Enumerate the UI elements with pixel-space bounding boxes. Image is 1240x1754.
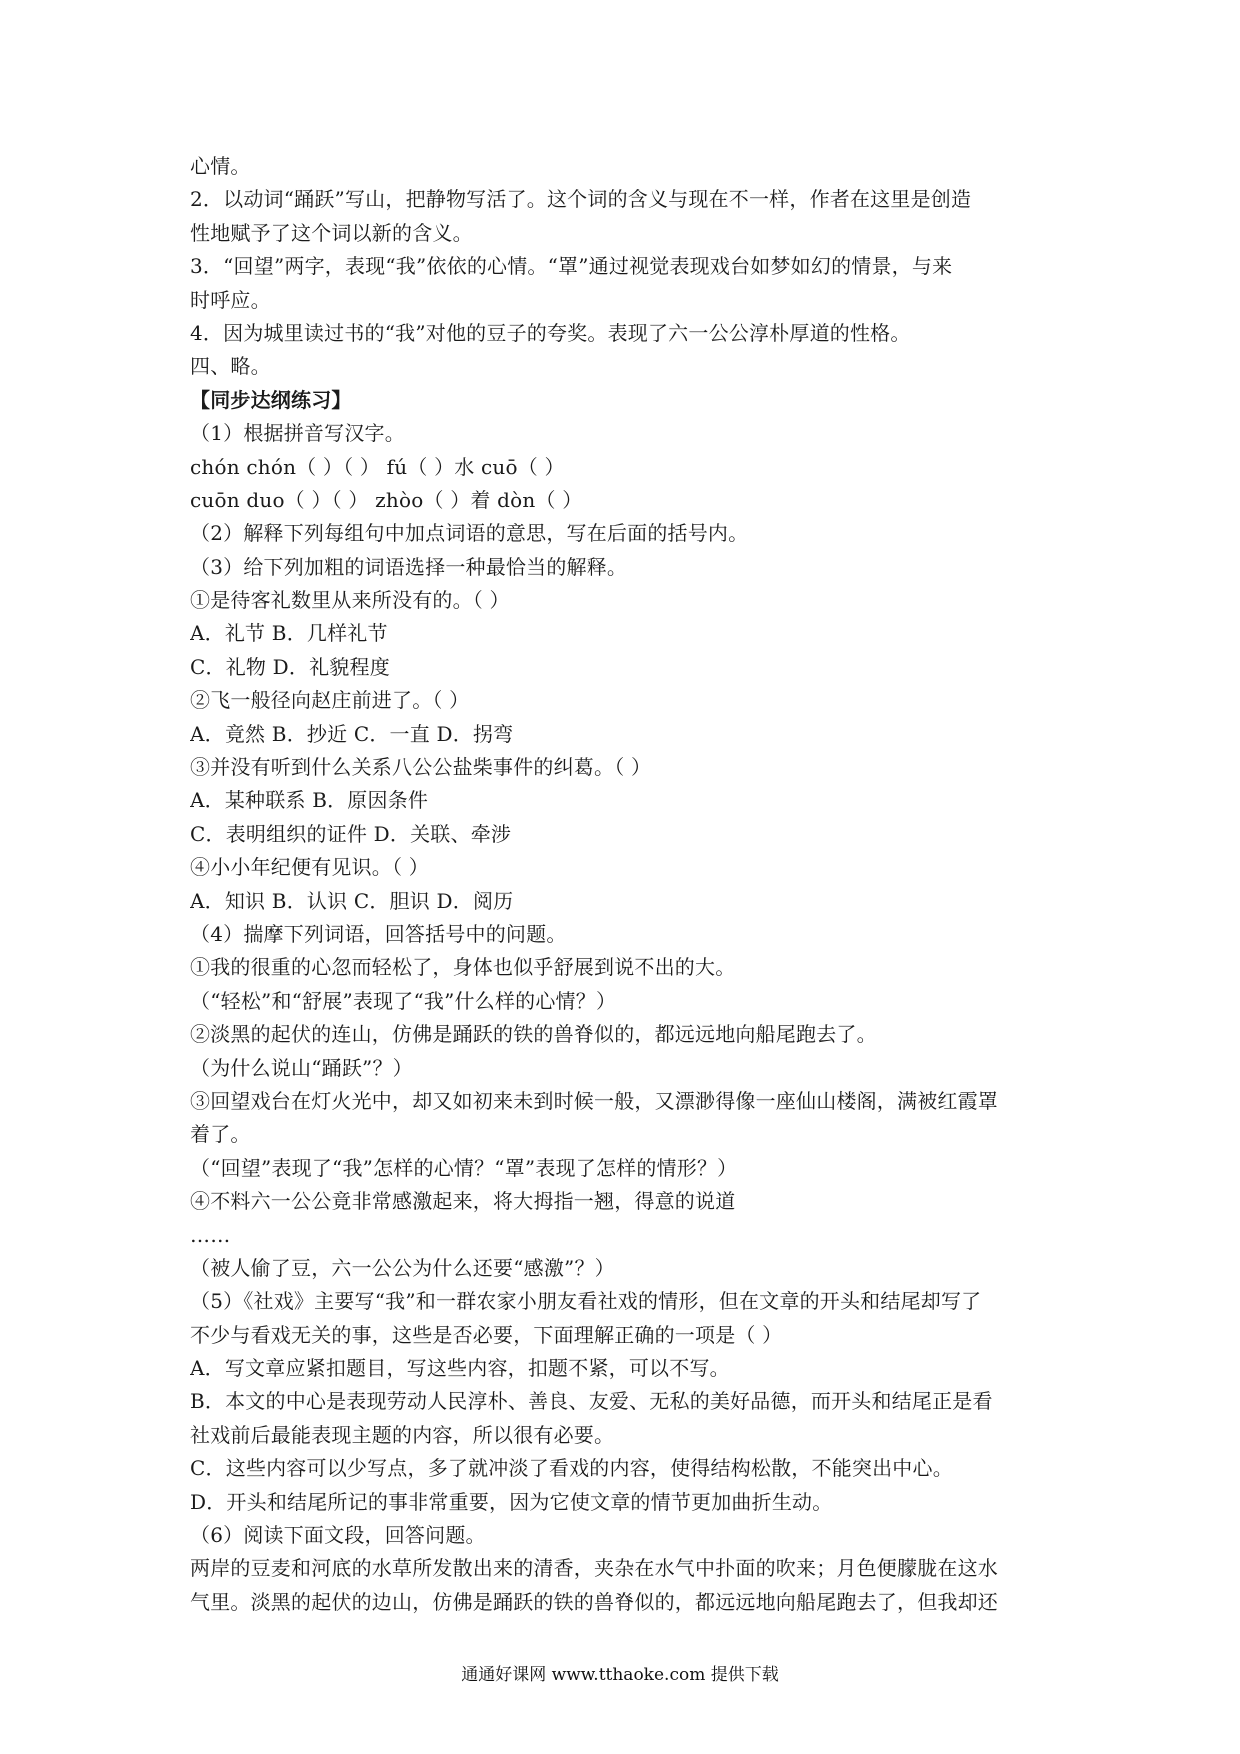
text-line: （“回望”表现了“我”怎样的心情？“罩”表现了怎样的情形？） [190,1155,738,1180]
text-line: （2）解释下列每组句中加点词语的意思，写在后面的括号内。 [190,521,749,546]
text-line: A．写文章应紧扣题目，写这些内容，扣题不紧，可以不写。 [190,1356,730,1381]
text-line: 社戏前后最能表现主题的内容，所以很有必要。 [190,1422,615,1447]
text-line: （6）阅读下面文段，回答问题。 [190,1523,486,1548]
text-line: ①我的很重的心忽而轻松了，身体也似乎舒展到说不出的大。 [190,955,736,980]
text-line: ①是待客礼数里从来所没有的。（ ） [190,588,510,613]
text-line: ②飞一般径向赵庄前进了。（ ） [190,688,470,713]
text-line: （5）《社戏》主要写“我”和一群农家小朋友看社戏的情形，但在文章的开头和结尾却写了 [190,1289,982,1314]
text-line: ②淡黑的起伏的连山，仿佛是踊跃的铁的兽脊似的，都远远地向船尾跑去了。 [190,1022,877,1047]
page-footer: 通通好课网 www.tthaoke.com 提供下载 [461,1665,779,1685]
text-line: C．这些内容可以少写点，多了就冲淡了看戏的内容，使得结构松散，不能突出中心。 [190,1456,953,1481]
text-line: （“轻松”和“舒展”表现了“我”什么样的心情？） [190,988,617,1013]
text-line: （被人偷了豆，六一公公为什么还要“感激”？） [190,1255,615,1280]
text-line: cuōn duo（ ）（ ） zhòo（ ）着 dòn（ ） [190,487,583,512]
text-line: 气里。淡黑的起伏的边山，仿佛是踊跃的铁的兽脊似的，都远远地向船尾跑去了，但我却还 [190,1589,998,1614]
text-line: 心情。 [190,154,251,178]
text-line: （1）根据拼音写汉字。 [190,421,405,446]
text-line: …… [190,1222,231,1247]
text-line: ④小小年纪便有见识。（ ） [190,855,429,880]
text-line: D．开头和结尾所记的事非常重要，因为它使文章的情节更加曲折生动。 [190,1489,833,1514]
text-line: ③并没有听到什么关系八公公盐柴事件的纠葛。（ ） [190,755,652,780]
text-line: 两岸的豆麦和河底的水草所发散出来的清香，夹杂在水气中扑面的吹来；月色便朦胧在这水 [190,1556,998,1581]
text-line: 【同步达纲练习】 [190,387,352,412]
text-line: 不少与看戏无关的事，这些是否必要，下面理解正确的一项是（ ） [190,1322,783,1347]
text-line: A．竟然 B．抄近 C．一直 D．拐弯 [190,721,514,746]
text-line: 四、略。 [190,354,271,379]
text-line: （3）给下列加粗的词语选择一种最恰当的解释。 [190,554,628,579]
text-line: C．礼物 D．礼貌程度 [190,654,390,679]
text-line: B．本文的中心是表现劳动人民淳朴、善良、友爱、无私的美好品德，而开头和结尾正是看 [190,1389,993,1414]
text-line: 着了。 [190,1122,251,1147]
text-line: A．知识 B．认识 C．胆识 D．阅历 [190,888,514,913]
text-line: ③回望戏台在灯火光中，却又如初来未到时候一般，又漂渺得像一座仙山楼阁，满被红霞罩 [190,1088,998,1113]
text-line: 2．以动词“踊跃”写山，把静物写活了。这个词的含义与现在不一样，作者在这里是创造 [190,187,972,212]
text-line: （为什么说山“踊跃”？） [190,1055,413,1080]
text-line: 性地赋予了这个词以新的含义。 [190,220,473,245]
text-line: 4．因为城里读过书的“我”对他的豆子的夸奖。表现了六一公公淳朴厚道的性格。 [190,320,911,345]
text-line: chón chón（ ）（ ） fú（ ）水 cuō（ ） [190,454,565,479]
text-line: A．某种联系 B．原因条件 [190,788,429,813]
text-line: ④不料六一公公竟非常感激起来，将大拇指一翘，得意的说道 [190,1189,736,1214]
text-line: 3．“回望”两字，表现“我”依依的心情。“罩”通过视觉表现戏台如梦如幻的情景，与来 [190,254,953,279]
document-body [190,150,1060,1619]
text-line: C．表明组织的证件 D．关联、牵涉 [190,821,512,846]
text-line: A．礼节 B．几样礼节 [190,621,388,646]
text-line: （4）揣摩下列词语，回答括号中的问题。 [190,921,567,946]
text-line: 时呼应。 [190,287,271,312]
